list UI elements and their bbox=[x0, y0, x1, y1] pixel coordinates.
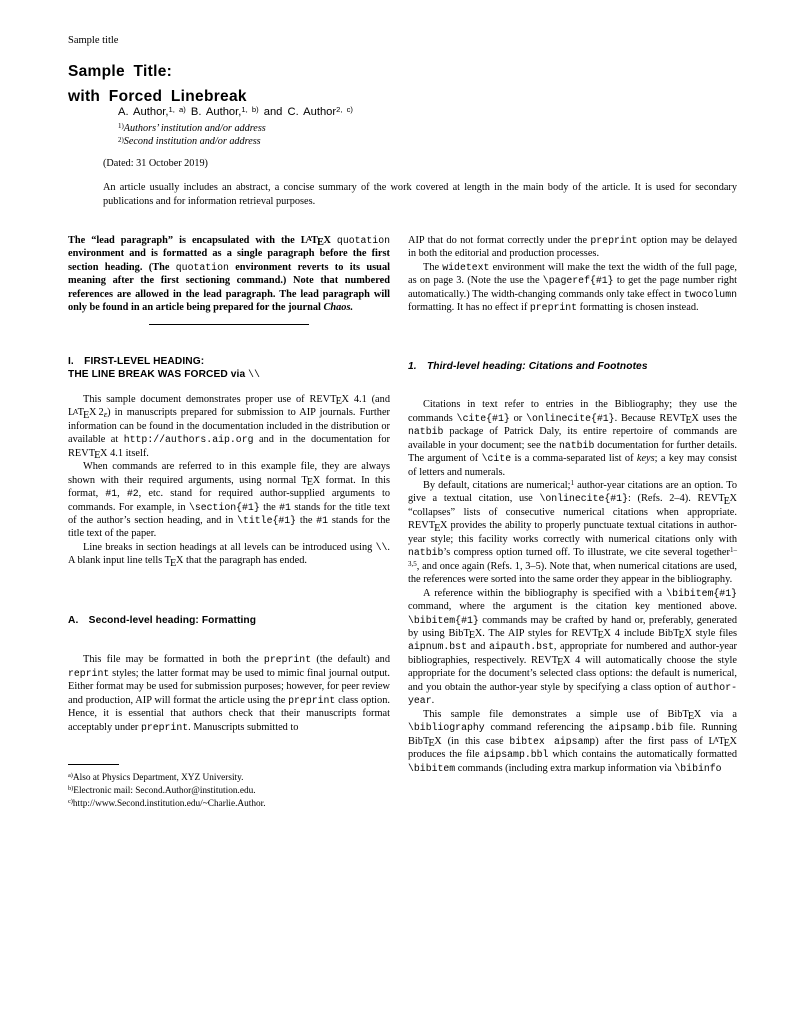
code-span: \pageref{#1} bbox=[542, 275, 614, 287]
running-head: Sample title bbox=[68, 35, 119, 46]
abstract-text: An article usually includes an abstract, a concise summary of the work covered at length in the main body of the article. It is used for secondary publications and for information retrieval purposes. bbox=[103, 182, 737, 208]
subsubsection-heading-1: 1. Third-level heading: Citations and Footnotes bbox=[408, 360, 648, 372]
tex-logo: BibTEX bbox=[408, 735, 442, 749]
footnote-rule bbox=[68, 764, 119, 765]
section-heading-1-line2: THE LINE BREAK WAS FORCED via \\ bbox=[68, 369, 260, 381]
code-span: http://authors.aip.org bbox=[123, 434, 254, 446]
paragraph: This sample file demonstrates a simple use of BibTEX via a \bibliography command referencing the aipsamp.bib file. Running BibTEX (in this case bibtex aipsamp) after the first pass of LATEX produces the file aipsamp.bbl which contains the automatically formatted \bibitem commands (including extra markup information via \bibinfo bbox=[408, 708, 737, 774]
code-span: \section{#1} bbox=[188, 501, 260, 513]
superscript: 1–3,5 bbox=[408, 546, 737, 568]
code-span: \cite{#1} bbox=[456, 412, 510, 424]
tex-logo: BibTEX bbox=[667, 708, 702, 722]
paragraph: AIP that do not format correctly under the preprint option may be delayed in both the editorial and production processes. bbox=[408, 235, 738, 260]
section-heading-1 bbox=[68, 355, 390, 382]
paper-title-line2: with Forced Linebreak bbox=[68, 87, 247, 105]
code-span: \onlinecite{#1} bbox=[539, 493, 628, 505]
section-heading-1-line1: I. FIRST-LEVEL HEADING: bbox=[68, 355, 205, 367]
paper-title bbox=[68, 60, 247, 109]
subsection-heading-a: A. Second-level heading: Formatting bbox=[68, 614, 257, 626]
italic-span: Chaos. bbox=[323, 302, 354, 314]
tex-logo: REVTEX bbox=[309, 393, 349, 408]
authors-line: A. Author,$^{1, a)}$ B. Author,$^{1, b)}$ and C. Author$^{2, c)}$ bbox=[118, 104, 353, 118]
code-span: natbib bbox=[408, 426, 444, 438]
code-span: twocolumn bbox=[683, 288, 737, 300]
code-span: natbib bbox=[558, 439, 595, 451]
footnote-line-a: $^{a)}$Also at Physics Department, XYZ University. bbox=[68, 772, 244, 784]
code-span: preprint bbox=[288, 694, 336, 706]
code-span: \onlinecite{#1} bbox=[526, 412, 615, 424]
code-span: \bibitem{#1} bbox=[408, 614, 479, 626]
right-column bbox=[408, 234, 737, 775]
superscript: 1 bbox=[570, 479, 575, 488]
code-span: #2 bbox=[126, 488, 139, 500]
code-span: \bibinfo bbox=[674, 762, 722, 774]
code-span: aipsamp.bib bbox=[608, 722, 674, 734]
code-span: widetext bbox=[442, 261, 490, 273]
code-span: natbib bbox=[408, 547, 444, 559]
code-span: \title{#1} bbox=[237, 514, 297, 526]
code-span: #1 bbox=[279, 501, 291, 513]
code-span: #1 bbox=[105, 488, 118, 500]
footnote-line-c: $^{c)}$http://www.Second.institution.edu/~Charlie.Author. bbox=[68, 798, 266, 810]
tex-logo: TEX bbox=[301, 474, 321, 488]
code-span: #1 bbox=[316, 514, 329, 526]
left-column bbox=[68, 234, 390, 811]
tex-logo: BibTEX bbox=[658, 628, 692, 642]
tex-logo: BibTEX bbox=[448, 628, 483, 642]
tex-logo: REVTEX bbox=[68, 447, 108, 461]
code-span: author-year bbox=[408, 681, 737, 707]
code-span: preprint bbox=[263, 654, 312, 666]
lead-paragraph: The “lead paragraph” is encapsulated with the LATEX quotation environment and is formatted as a single paragraph before the first section heading. (The quotation environment reverts to its usual meaning after the first sectioning command.) Note that numbered references are allowed in the lead paragraph. The lead paragraph will only be found in an article being prepared for the journal Chaos. bbox=[68, 234, 391, 314]
affiliation-line-2 bbox=[118, 135, 266, 148]
code-span: aipnum.bst bbox=[408, 641, 467, 653]
code-span: reprint bbox=[68, 667, 110, 679]
superscript: 1) bbox=[118, 123, 124, 131]
superscript: 2) bbox=[118, 136, 124, 144]
code-span: \bibliography bbox=[408, 722, 485, 734]
code-span: aipauth.bst bbox=[488, 641, 554, 653]
paragraph: This sample document demonstrates proper use of REVTEX 4.1 (and LATEX 2ε) in manuscripts prepared for submission to AIP journals. Further information can be found in the documentation included in the distribution or available at http://authors.aip.org and in the documentation for REVTEX 4.1 itself. bbox=[68, 393, 390, 461]
tex-logo: LATEX bbox=[708, 735, 737, 749]
paragraph: The widetext environment will make the text the width of the full page, as on page 3. (Note the use the \pageref{#1} to get the page number right automatically.) The width-changing commands only take effect in twocolumn formatting. It has no effect if preprint formatting is chosen instead. bbox=[408, 261, 738, 314]
code-span: \cite bbox=[481, 453, 512, 465]
code-span: \bibitem bbox=[408, 762, 456, 774]
paper-title-line1: Sample Title: bbox=[68, 63, 173, 80]
code-span: aipsamp.bbl bbox=[483, 749, 549, 761]
footnote-line-b: $^{b)}$Electronic mail: Second.Author@institution.edu. bbox=[68, 785, 256, 797]
tex-logo: REVTEX bbox=[408, 520, 448, 534]
tex-logo: REVTEX bbox=[531, 654, 571, 669]
italic-span: Authors’ institution and/or address bbox=[123, 123, 266, 134]
italic-span: keys bbox=[636, 453, 655, 465]
code-span: preprint bbox=[529, 302, 578, 314]
code-span: preprint bbox=[140, 721, 189, 733]
dated-line: (Dated: 31 October 2019) bbox=[103, 158, 208, 169]
code-span: \\ bbox=[375, 541, 388, 553]
superscript: 1, b) bbox=[241, 104, 259, 114]
superscript: c) bbox=[68, 798, 73, 806]
code-span: \\ bbox=[248, 369, 260, 381]
italic-span: Second institution and/or address bbox=[123, 136, 261, 148]
tex-logo: LATEX 2ε bbox=[68, 406, 108, 421]
tex-logo: TEX bbox=[164, 555, 184, 569]
tex-logo: REVTEX bbox=[697, 493, 738, 507]
affiliation-line-1 bbox=[118, 122, 266, 135]
code-span: bibtex aipsamp bbox=[509, 735, 596, 747]
lead-divider-rule bbox=[149, 324, 309, 325]
footnote-block bbox=[68, 764, 390, 811]
code-span: preprint bbox=[590, 235, 638, 246]
paragraph: This file may be formatted in both the preprint (the default) and reprint styles; the latter format may be used to mimic final journal output. Either format may be used for submission purposes; however, for peer review and production, AIP will format the article using the preprint class option. Hence, it is essential that authors check that their manuscripts format acceptably under preprint. Manuscripts submitted to bbox=[68, 654, 390, 733]
tex-logo: REVTEX bbox=[571, 628, 611, 642]
superscript: a) bbox=[68, 772, 73, 780]
superscript: 2, c) bbox=[336, 104, 353, 114]
code-span: \bibitem{#1} bbox=[666, 587, 737, 599]
code-span: quotation bbox=[336, 235, 391, 246]
code-span: quotation bbox=[175, 261, 229, 273]
affiliations bbox=[118, 122, 266, 149]
superscript: b) bbox=[68, 785, 74, 793]
paragraph: By default, citations are numerical;$^1$ author-year citations are an option. To give a textual citation, use \onlinecite{#1}: (Refs. 2–4). REVTEX “collapses” lists of consecutive numerical citations when appropriate. REVTEX provides the ability to properly punctuate textual citations in author-year style; this facility works correctly with numerical citations only with natbib’s compress option turned off. To illustrate, we cite several together$^{1-3,5}$, and once again (Refs. 1, 3–5). Note that, when numerical citations are used, the references were sorted into the same order they appear in the bibliography. bbox=[408, 479, 738, 586]
paragraph: Line breaks in section headings at all levels can be introduced using \\. A blank input line tells TEX that the paragraph has ended. bbox=[68, 541, 390, 569]
tex-logo: LATEX bbox=[300, 234, 331, 249]
paragraph: When commands are referred to in this example file, they are always shown with their required arguments, using normal TEX format. In this format, #1, #2, etc. stand for required author-supplied arguments to commands. For example, in \section{#1} the #1 stands for the title text of the author’s section heading, and in \title{#1} the #1 stands for the title text of the paper. bbox=[68, 461, 391, 540]
paragraph: A reference within the bibliography is specified with a \bibitem{#1} command, where the argument is the citation key mentioned above. \bibitem{#1} commands may be crafted by hand or, preferably, generated by using BibTEX. The AIP styles for REVTEX 4 include BibTEX style files aipnum.bst and aipauth.bst, appropriate for numbered and author-year bibliographies, respectively. REVTEX 4 will automatically choose the style appropriate for the document’s selected class options: the default is numerical, and you obtain the author-year style by specifying a class option of author-year. bbox=[408, 587, 738, 707]
paragraph: Citations in text refer to entries in the Bibliography; they use the commands \cite{#1} or \onlinecite{#1}. Because REVTEX uses the natbib package of Patrick Daly, its entire repertoire of commands are available in your document; see the natbib documentation for further details. The argument of \cite is a comma-separated list of keys; a key may consist of letters and numerals. bbox=[408, 399, 738, 478]
superscript: 1, a) bbox=[168, 104, 186, 114]
tex-logo: REVTEX bbox=[659, 412, 699, 426]
